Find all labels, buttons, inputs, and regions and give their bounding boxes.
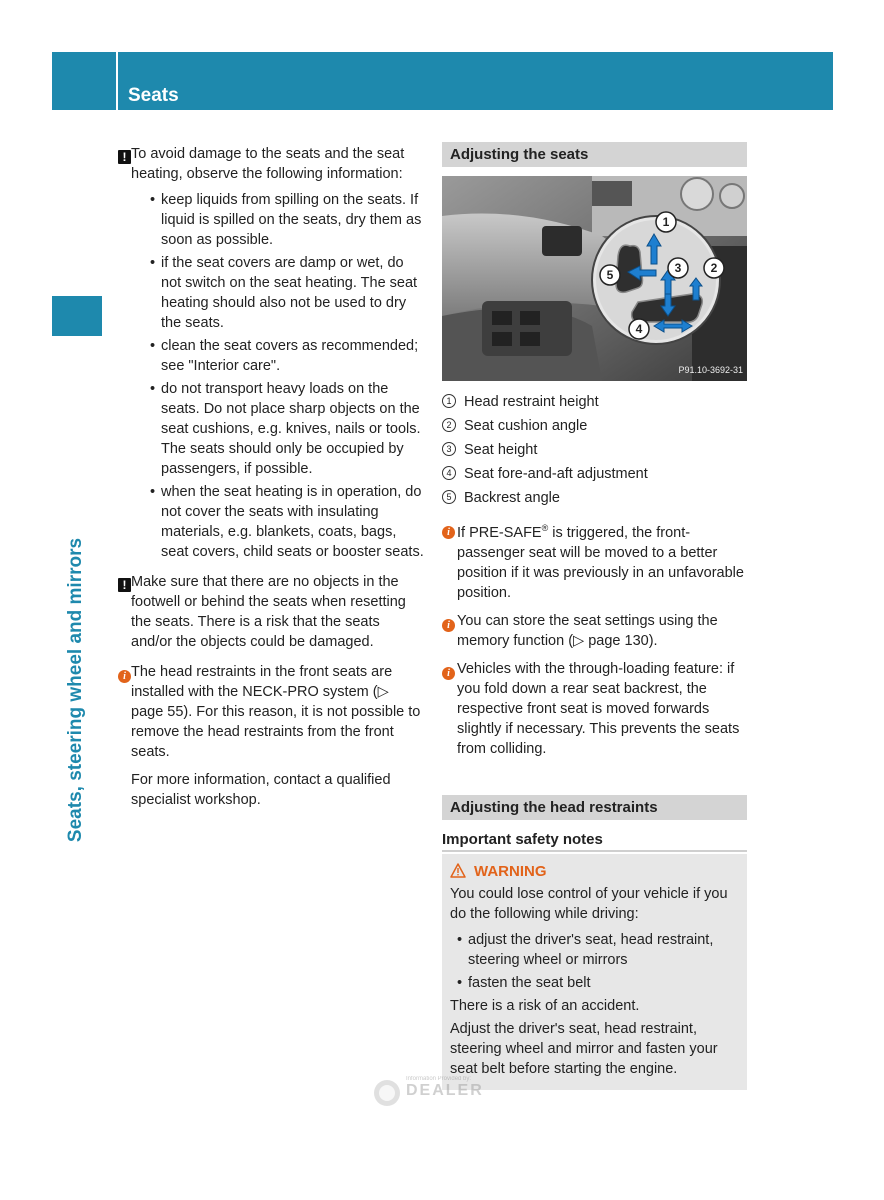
header-bar bbox=[118, 52, 833, 110]
watermark-caption: Information Provided by: bbox=[406, 1076, 472, 1082]
info-icon: i bbox=[442, 614, 455, 634]
page-number-box bbox=[52, 52, 116, 110]
legend-number: 5 bbox=[442, 490, 456, 504]
svg-text:1: 1 bbox=[662, 215, 670, 229]
figure-legend bbox=[442, 390, 747, 510]
svg-text:3: 3 bbox=[674, 261, 682, 275]
warning-risk: There is a risk of an accident. bbox=[450, 997, 640, 1014]
presafe-info bbox=[442, 518, 747, 603]
right-column bbox=[442, 142, 747, 1090]
info-icon: i bbox=[442, 521, 455, 541]
legend-label: Seat cushion angle bbox=[464, 418, 588, 434]
legend-number: 2 bbox=[442, 418, 456, 432]
memory-info-text: You can store the seat settings using the memory function (▷ page 130). bbox=[457, 612, 718, 649]
footwell-note bbox=[118, 572, 424, 652]
warning-intro: You could lose control of your vehicle if you do the following while driving: bbox=[450, 885, 728, 922]
registered-mark: ® bbox=[541, 523, 549, 533]
legend-item bbox=[442, 486, 747, 510]
presafe-info-text-a: If PRE-SAFE bbox=[457, 524, 542, 541]
seat-controls-figure bbox=[442, 176, 747, 381]
chapter-title: Seats bbox=[128, 85, 179, 106]
footwell-note-text: Make sure that there are no objects in the footwell or behind the seats when resetting the seats. There is a risk that the seats and/or the objects could be damaged. bbox=[131, 574, 406, 650]
watermark-brand: DEALER bbox=[406, 1082, 484, 1099]
list-item: • if the seat covers are damp or wet, do not switch on the seat heating. The seat heating should also not be used to dry the seats. bbox=[147, 253, 424, 333]
warning-title-text: WARNING bbox=[474, 862, 547, 880]
legend-label: Seat height bbox=[464, 442, 538, 458]
side-tab-marker bbox=[52, 296, 102, 336]
warning-bullets bbox=[454, 930, 739, 993]
section-heading-adjusting-seats: Adjusting the seats bbox=[442, 142, 747, 167]
workshop-info-text: For more information, contact a qualified specialist workshop. bbox=[131, 772, 391, 808]
dealer-logo-icon bbox=[372, 1078, 402, 1108]
neck-pro-info-text: The head restraints in the front seats are installed with the NECK-PRO system (▷ page 55). For this reason, it is not possible to remove the head restraints from the front seats. bbox=[131, 664, 421, 760]
subsection-heading-safety-notes: Important safety notes bbox=[442, 828, 747, 852]
legend-label: Seat fore-and-aft adjustment bbox=[464, 466, 648, 482]
list-item: • do not transport heavy loads on the seats. Do not place sharp objects on the seat cushions, e.g. knives, nails or tools. The seats should only be occupied by passengers, if possible. bbox=[147, 379, 424, 479]
memory-info bbox=[442, 611, 747, 651]
section-heading-head-restraints: Adjusting the head restraints bbox=[442, 795, 747, 820]
warning-advice: Adjust the driver's seat, head restraint, steering wheel and mirror and fasten your seat belt before starting the engine. bbox=[450, 1020, 718, 1077]
legend-item bbox=[442, 414, 747, 438]
list-item: • adjust the driver's seat, head restraint, steering wheel or mirrors bbox=[454, 930, 739, 970]
legend-item bbox=[442, 462, 747, 486]
dealer-watermark bbox=[372, 1076, 502, 1108]
legend-item bbox=[442, 390, 747, 414]
warning-title bbox=[450, 862, 739, 884]
left-column bbox=[118, 144, 424, 820]
neck-pro-info bbox=[118, 662, 424, 762]
damage-note bbox=[118, 144, 424, 562]
page-number: 118 bbox=[62, 1177, 90, 1196]
side-tab-label: Seats, steering wheel and mirrors bbox=[65, 537, 86, 843]
seat-controls-photo bbox=[442, 176, 747, 381]
through-loading-info bbox=[442, 659, 747, 759]
through-loading-info-text: Vehicles with the through-loading feature: if you fold down a rear seat backrest, the respective front seat is moved forwards slightly if necessary. This prevents the seats from colliding. bbox=[457, 660, 740, 757]
list-item: • fasten the seat belt bbox=[454, 973, 739, 993]
warning-triangle-icon bbox=[450, 863, 466, 878]
list-item: • when the seat heating is in operation, do not cover the seats with insulating materials, e.g. blankets, coats, bags, seat covers, child seats or booster seats. bbox=[147, 482, 424, 562]
svg-text:4: 4 bbox=[635, 322, 643, 336]
exclamation-icon: ! bbox=[118, 147, 131, 167]
list-item: • clean the seat covers as recommended; see "Interior care". bbox=[147, 336, 424, 376]
info-icon: i bbox=[118, 665, 131, 685]
info-icon: i bbox=[442, 662, 455, 682]
svg-text:2: 2 bbox=[710, 261, 718, 275]
damage-note-text: To avoid damage to the seats and the seat heating, observe the following information: bbox=[131, 146, 405, 182]
legend-number: 4 bbox=[442, 466, 456, 480]
legend-number: 3 bbox=[442, 442, 456, 456]
legend-item bbox=[442, 438, 747, 462]
legend-number: 1 bbox=[442, 394, 456, 408]
workshop-info bbox=[118, 770, 424, 810]
exclamation-icon: ! bbox=[118, 575, 131, 595]
legend-label: Backrest angle bbox=[464, 490, 560, 506]
list-item: • keep liquids from spilling on the seats. If liquid is spilled on the seats, dry them as soon as possible. bbox=[147, 190, 424, 250]
damage-bullets bbox=[147, 190, 424, 562]
figure-code: P91.10-3692-31 bbox=[678, 365, 743, 375]
warning-box bbox=[442, 854, 747, 1090]
svg-text:5: 5 bbox=[606, 268, 614, 282]
presafe-info-text-b: is triggered, the front-passenger seat will be moved to a better position if it was previously in an unfavorable position. bbox=[457, 524, 744, 601]
legend-label: Head restraint height bbox=[464, 394, 599, 410]
